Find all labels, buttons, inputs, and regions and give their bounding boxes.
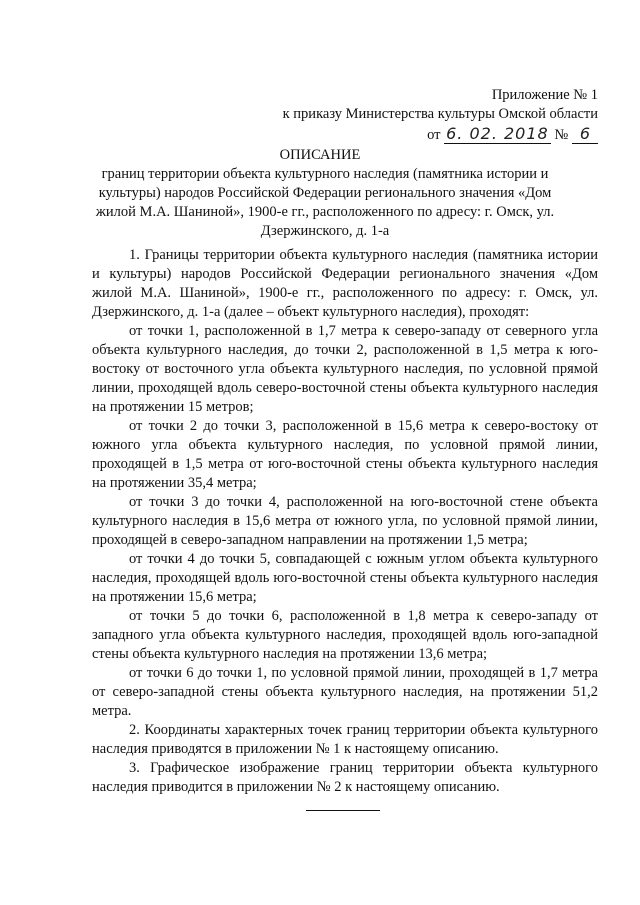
document-subtitle: границ территории объекта культурного наследия (памятника истории и культуры) народов Российской Федерации регионального значения «Дом жилой М.А. Шаниной», 1900-е гг., расположенного по адресу: г. Омск, ул. Дзержинского, д. 1-а xyxy=(95,166,555,239)
paragraph-1: 1. Границы территории объекта культурного наследия (памятника истории и культуры) народов Российской Федерации регионального значения «Дом жилой М.А. Шаниной», 1900-е гг., расположенного по адресу: г. Омск, ул. Дзержинского, д. 1-а (далее – объект культурного наследия), проходят: xyxy=(92,247,598,320)
document-title: ОПИСАНИЕ xyxy=(279,147,361,163)
document-body xyxy=(92,246,598,797)
number-label: № xyxy=(554,127,569,143)
from-label: от xyxy=(427,127,441,143)
closing-divider xyxy=(306,810,380,811)
paragraph-point-2-3: от точки 2 до точки 3, расположенной в 15,6 метра к северо-востоку от южного угла объекта культурного наследия, по условной прямой линии, проходящей в 1,5 метра от юго-восточной стены объекта культурного наследия на протяжении 35,4 метра; xyxy=(92,418,598,491)
handwritten-date: 6. 02. 2018 xyxy=(446,124,549,143)
paragraph-3: 3. Графическое изображение границ территории объекта культурного наследия приводится в приложении № 2 к настоящему описанию. xyxy=(92,760,598,795)
order-reference: к приказу Министерства культуры Омской области xyxy=(282,106,598,122)
handwritten-number: 6 xyxy=(572,124,598,144)
paragraph-point-5-6: от точки 5 до точки 6, расположенной в 1,8 метра к северо-западу от западного угла объекта культурного наследия, проходящей вдоль юго-западной стены объекта культурного наследия на протяжении 13,6 метра; xyxy=(92,608,598,662)
paragraph-point-1-2: от точки 1, расположенной в 1,7 метра к северо-западу от северного угла объекта культурного наследия, до точки 2, расположенной в 1,5 метра к юго-востоку от восточного угла объекта культурного наследия, по условной прямой линии, проходящей вдоль северо-восточной стены объекта культурного наследия на протяжении 15 метров; xyxy=(92,323,598,415)
paragraph-2: 2. Координаты характерных точек границ территории объекта культурного наследия приводятся в приложении № 1 к настоящему описанию. xyxy=(92,722,598,757)
order-date-number xyxy=(427,124,598,145)
paragraph-point-6-1: от точки 6 до точки 1, по условной прямой линии, проходящей в 1,7 метра от северо-западной стены объекта культурного наследия, на протяжении 51,2 метра. xyxy=(92,665,598,719)
paragraph-point-4-5: от точки 4 до точки 5, совпадающей с южным углом объекта культурного наследия, проходящей вдоль юго-восточной стены объекта культурного наследия на протяжении 15,6 метра; xyxy=(92,551,598,605)
appendix-label: Приложение № 1 xyxy=(491,87,598,103)
paragraph-point-3-4: от точки 3 до точки 4, расположенной на юго-восточной стене объекта культурного наследия в 15,6 метра от южного угла, по условной прямой линии, проходящей в северо-западном направлении на протяжении 1,5 метра; xyxy=(92,494,598,548)
